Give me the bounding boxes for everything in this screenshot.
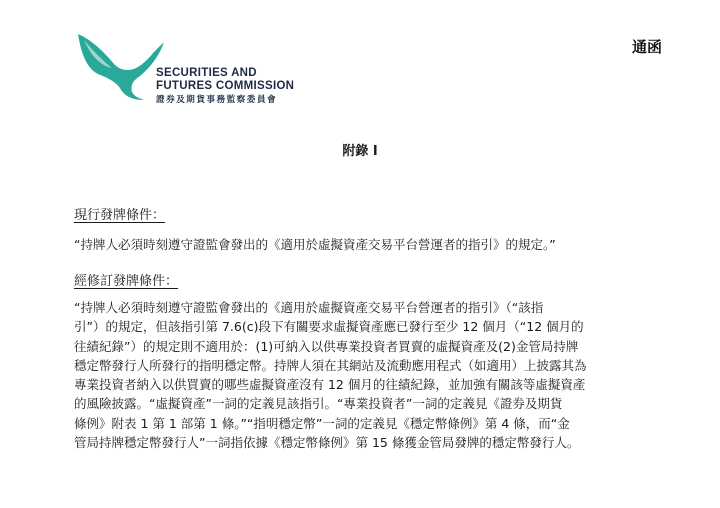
text-line: “持牌人必須時刻遵守證監會發出的《適用於虛擬資產交易平台營運者的指引》的規定。” <box>74 237 556 252</box>
sfc-logo <box>74 30 314 110</box>
section-heading-current-condition: 現行發牌條件： <box>74 208 166 223</box>
current-condition-text <box>74 235 674 254</box>
text-line: 管局持牌穩定幣發行人”一詞指依據《穩定幣條例》第 15 條獲金管局發牌的穩定幣發行人。 <box>74 435 580 451</box>
text-line: 專業投資者納入以供買賣的哪些虛擬資產沒有 12 個月的往績紀錄，並加強有關該等虛擬資產 <box>74 377 586 393</box>
logo-name-chinese: 證券及期貨事務監察委員會 <box>156 94 278 104</box>
annex-title: 附錄 I <box>342 144 378 159</box>
text-line: 的風險披露。“虛擬資產”一詞的定義見該指引。“專業投資者”一詞的定義見《證券及期貨 <box>74 396 563 412</box>
section-heading-revised-condition: 經修訂發牌條件： <box>74 274 179 289</box>
revised-condition-text <box>74 298 674 452</box>
text-line: 條例》附表 1 第 1 部第 1 條。”“指明穩定幣”一詞的定義見《穩定幣條例》第 4 條，而“金 <box>74 415 570 431</box>
text-line: 引”）的規定，但該指引第 7.6(c)段下有關要求虛擬資產應已發行至少 12 個月（“12 個月的 <box>74 319 584 335</box>
logo-name-line1: SECURITIES AND <box>156 67 257 79</box>
text-line: 往績紀錄”）的規定則不適用於：(1)可納入以供專業投資者買賣的虛擬資產及(2)金管局持牌 <box>74 338 579 354</box>
text-line: “持牌人必須時刻遵守證監會發出的《適用於虛擬資產交易平台營運者的指引》（“該指 <box>74 300 544 315</box>
text-line: 穩定幣發行人所發行的指明穩定幣。持牌人須在其網站及流動應用程式（如適用）上披露其為 <box>74 357 587 373</box>
logo-name-line2: FUTURES COMMISSION <box>156 80 295 92</box>
document-type-label: 通函 <box>631 38 662 56</box>
eagle-logo-icon <box>74 30 166 102</box>
